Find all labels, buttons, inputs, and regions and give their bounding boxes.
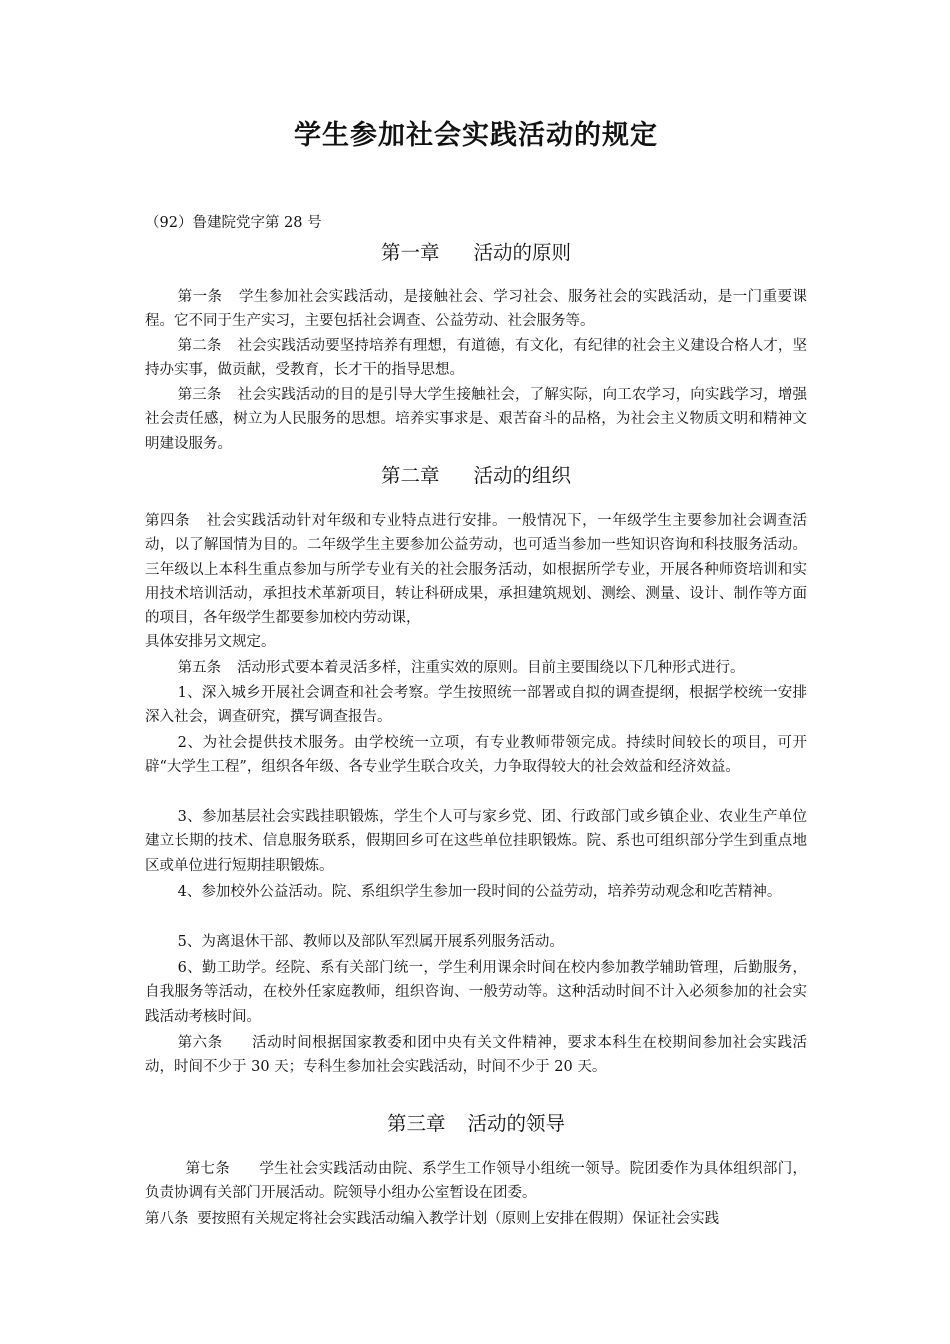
article-8 <box>145 1207 807 1231</box>
article-7 <box>145 1157 807 1206</box>
article-label: 第三条 <box>177 387 222 403</box>
article-text: 学生社会实践活动由院、系学生工作领导小组统一领导。院团委作为具体组织部门，负责协调有关部门开展活动。院领导小组办公室暂设在团委。 <box>145 1161 808 1202</box>
article-text: 要按照有关规定将社会实践活动编入教学计划（原则上安排在假期）保证社会实践 <box>197 1211 720 1227</box>
article-5 <box>145 656 807 680</box>
article-4 <box>145 509 807 655</box>
article-1 <box>145 285 807 334</box>
article-text: 社会实践活动要坚持培养有理想，有道德，有文化，有纪律的社会主义建设合格人才，坚持办实事，做贡献，受教育，长才干的指导思想。 <box>145 338 808 379</box>
article-label: 第二条 <box>177 338 222 354</box>
document-title: 学生参加社会实践活动的规定 <box>294 120 658 151</box>
article-text: 社会实践活动的目的是引导大学生接触社会，了解实际，向工农学习，向实践学习，增强社会责任感，树立为人民服务的思想。培养实事求是、艰苦奋斗的品格，为社会主义物质文明和精神文明建设服务。 <box>145 387 808 452</box>
form-item-1: 1、深入城乡开展社会调查和社会考察。学生按照统一部署或自拟的调查提纲，根据学校统一安排深入社会，调查研究，撰写调查报告。 <box>145 685 807 726</box>
chapter-title: 活动的领导 <box>467 1112 566 1135</box>
form-item-5: 5、为离退休干部、教师以及部队军烈属开展系列服务活动。 <box>177 934 564 950</box>
article-label: 第八条 <box>145 1211 189 1227</box>
form-item-2: 2、为社会提供技术服务。由学校统一立项，有专业教师带领完成。持续时间较长的项目，可开辟“大学生工程”，组织各年级、各专业学生联合攻关，力争取得较大的社会效益和经济效益。 <box>145 735 807 776</box>
chapter-number: 第二章 <box>380 464 440 487</box>
article-text-continued: 具体安排另文规定。 <box>145 634 276 651</box>
chapter-2-heading <box>145 461 807 491</box>
article-label: 第四条 <box>145 513 191 529</box>
article-label: 第六条 <box>177 1035 223 1051</box>
chapter-title: 活动的组织 <box>473 464 572 487</box>
article-text: 学生参加社会实践活动，是接触社会、学习社会、服务社会的实践活动，是一门重要课程。它不同于生产实习，主要包括社会调查、公益劳动、社会服务等。 <box>145 289 808 330</box>
chapter-number: 第一章 <box>380 241 440 264</box>
chapter-3-heading <box>145 1109 807 1139</box>
article-6 <box>145 1031 807 1080</box>
chapter-number: 第三章 <box>386 1112 446 1135</box>
article-text: 活动时间根据国家教委和团中央有关文件精神，要求本科生在校期间参加社会实践活动，时间不少于 30 天；专科生参加社会实践活动，时间不少于 20 天。 <box>145 1035 807 1076</box>
article-label: 第一条 <box>177 289 223 305</box>
form-item-6: 6、勤工助学。经院、系有关部门统一，学生利用课余时间在校内参加教学辅助管理，后勤服务，自我服务等活动，在校外任家庭教师，组织咨询、一般劳动等。这种活动时间不计入必须参加的社会实践活动考核时间。 <box>145 960 807 1025</box>
article-text: 社会实践活动针对年级和专业特点进行安排。一般情况下，一年级学生主要参加社会调查活动，以了解国情为目的。二年级学生主要参加公益劳动，也可适当参加一些知识咨询和科技服务活动。三年级以上本科生重点参加与所学专业有关的社会服务活动，如根据所学专业，开展各种师资培训和实用技术培训活动，承担技术革新项目，转让科研成果，承担建筑规划、测绘、测量、设计、制作等方面的项目，各年级学生都要参加校内劳动课， <box>145 513 808 627</box>
article-2 <box>145 334 807 383</box>
chapter-title: 活动的原则 <box>473 241 572 264</box>
document-number: （92）鲁建院党字第 28 号 <box>145 215 322 231</box>
article-text: 活动形式要本着灵活多样，注重实效的原则。目前主要围绕以下几种形式进行。 <box>237 660 745 676</box>
article-label: 第五条 <box>177 660 222 676</box>
form-item-4: 4、参加校外公益活动。院、系组织学生参加一段时间的公益劳动，培养劳动观念和吃苦精神。 <box>177 884 782 900</box>
article-label: 第七条 <box>185 1161 231 1177</box>
article-3 <box>145 383 807 456</box>
chapter-1-heading <box>145 238 807 268</box>
form-item-3: 3、参加基层社会实践挂职锻炼，学生个人可与家乡党、团、行政部门或乡镇企业、农业生产单位建立长期的技术、信息服务联系，假期回乡可在这些单位挂职锻炼。院、系也可组织部分学生到重点地区或单位进行短期挂职锻炼。 <box>145 809 807 874</box>
